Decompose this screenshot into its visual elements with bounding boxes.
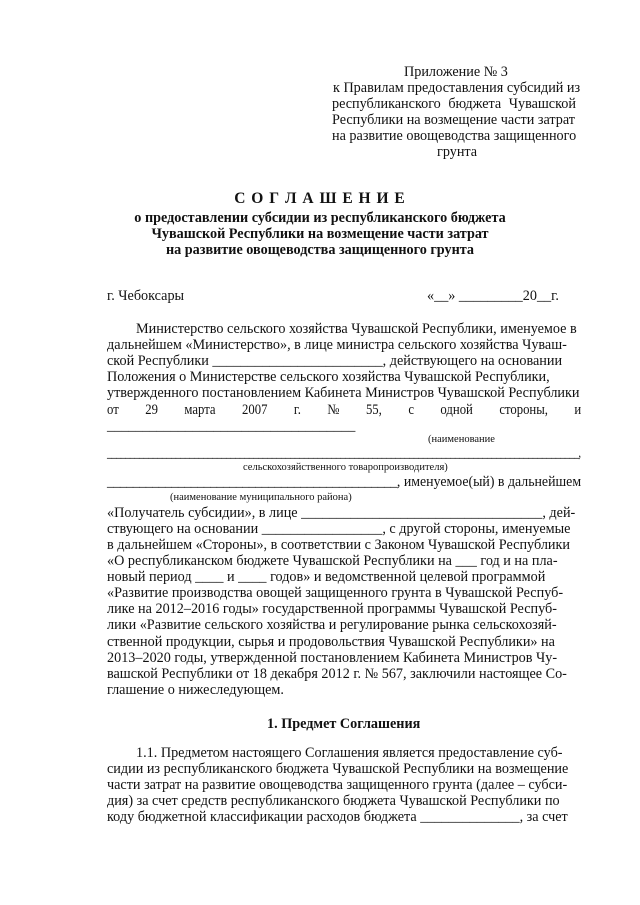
appendix-line: к Правилам предоставления субсидий из — [333, 80, 581, 96]
paragraph-line: дия) за счет средств республиканского бюджета Чувашской Республики по — [107, 793, 560, 809]
paragraph-line: лики «Развитие сельского хозяйства и регулирование рынка сельскохозяй- — [107, 617, 557, 633]
appendix-line: на развитие овощеводства защищенного — [332, 128, 577, 144]
blank-line: _______________________________________________________________________________________________________, — [107, 445, 581, 461]
paragraph-line: ственной продукции, сырья и продовольствия Чувашской Республики» на — [107, 634, 555, 650]
appendix-line: республиканского бюджета Чувашской — [332, 96, 576, 112]
caption: (наименование муниципального района) — [170, 492, 352, 503]
text: Министерство сельского хозяйства Чувашской Республики, именуемое в — [136, 321, 577, 337]
paragraph-line: от 29 марта 2007 г. № 55, с одной стороны, и — [107, 402, 582, 418]
place: г. Чебоксары — [107, 288, 185, 304]
date-field: «__» _________20__г. — [427, 288, 559, 304]
paragraph-line — [107, 474, 581, 490]
paragraph-line: утвержденного постановлением Кабинета Министров Чувашской Республики — [107, 385, 580, 401]
paragraph-line: 1.1. Предметом настоящего Соглашения является предоставление суб- — [136, 745, 563, 761]
document-subtitle: Чувашской Республики на возмещение части затрат — [151, 226, 489, 242]
blank-line: ___________________________________ — [107, 418, 356, 434]
paragraph-line: ской Республики ________________________, действующего на основании — [107, 353, 563, 369]
paragraph-line: глашение о нижеследующем. — [107, 682, 284, 698]
paragraph-line: новый период ____ и ____ годов» и ведомственной целевой программой — [107, 569, 546, 585]
paragraph-line: «Получатель субсидии», в лице __________________________________, дей- — [107, 505, 576, 521]
document-subtitle: на развитие овощеводства защищенного грунта — [165, 242, 475, 258]
paragraph-line: коду бюджетной классификации расходов бюджета ______________, за счет — [107, 809, 568, 825]
paragraph-line: сидии из республиканского бюджета Чувашской Республики на возмещение — [107, 761, 569, 777]
document-subtitle: о предоставлении субсидии из республиканского бюджета — [134, 210, 506, 226]
paragraph-line: дальнейшем «Министерство», в лице министра сельского хозяйства Чуваш- — [107, 337, 567, 353]
paragraph-line: лике на 2012–2016 годы» государственной программы Чувашской Респуб- — [107, 601, 557, 617]
paragraph-line: «Развитие производства овощей защищенного грунта в Чувашской Респуб- — [107, 585, 564, 601]
caption: сельскохозяйственного товаропроизводителя) — [243, 462, 448, 473]
paragraph-line: вашской Республики от 18 декабря 2012 г. № 567, заключили настоящее Со- — [107, 666, 567, 682]
paragraph-line: в дальнейшем «Стороны», в соответствии с Законом Чувашской Республики — [107, 537, 570, 553]
caption: (наименование — [428, 434, 495, 445]
paragraph-line: ствующего на основании _________________, с другой стороны, именуемые — [107, 521, 571, 537]
paragraph-line — [136, 321, 581, 337]
paragraph-line: Положения о Министерстве сельского хозяйства Чувашской Республики, — [107, 369, 550, 385]
paragraph-line: «О республиканском бюджете Чувашской Республики на ___ год и на пла- — [107, 553, 558, 569]
appendix-number: Приложение № 3 — [404, 64, 508, 80]
appendix-line: Республики на возмещение части затрат — [332, 112, 575, 128]
appendix-line: грунта — [437, 144, 478, 160]
paragraph-line: части затрат на развитие овощеводства защищенного грунта (далее – субси- — [107, 777, 568, 793]
text: , именуемое(ый) в дальнейшем — [396, 474, 582, 490]
section-heading: 1. Предмет Соглашения — [267, 716, 421, 732]
paragraph-line: 2013–2020 годы, утвержденной постановлением Кабинета Министров Чу- — [107, 650, 558, 666]
blank: _____________________________________________ — [107, 474, 397, 490]
document-title: С О Г Л А Ш Е Н И Е — [234, 190, 406, 207]
